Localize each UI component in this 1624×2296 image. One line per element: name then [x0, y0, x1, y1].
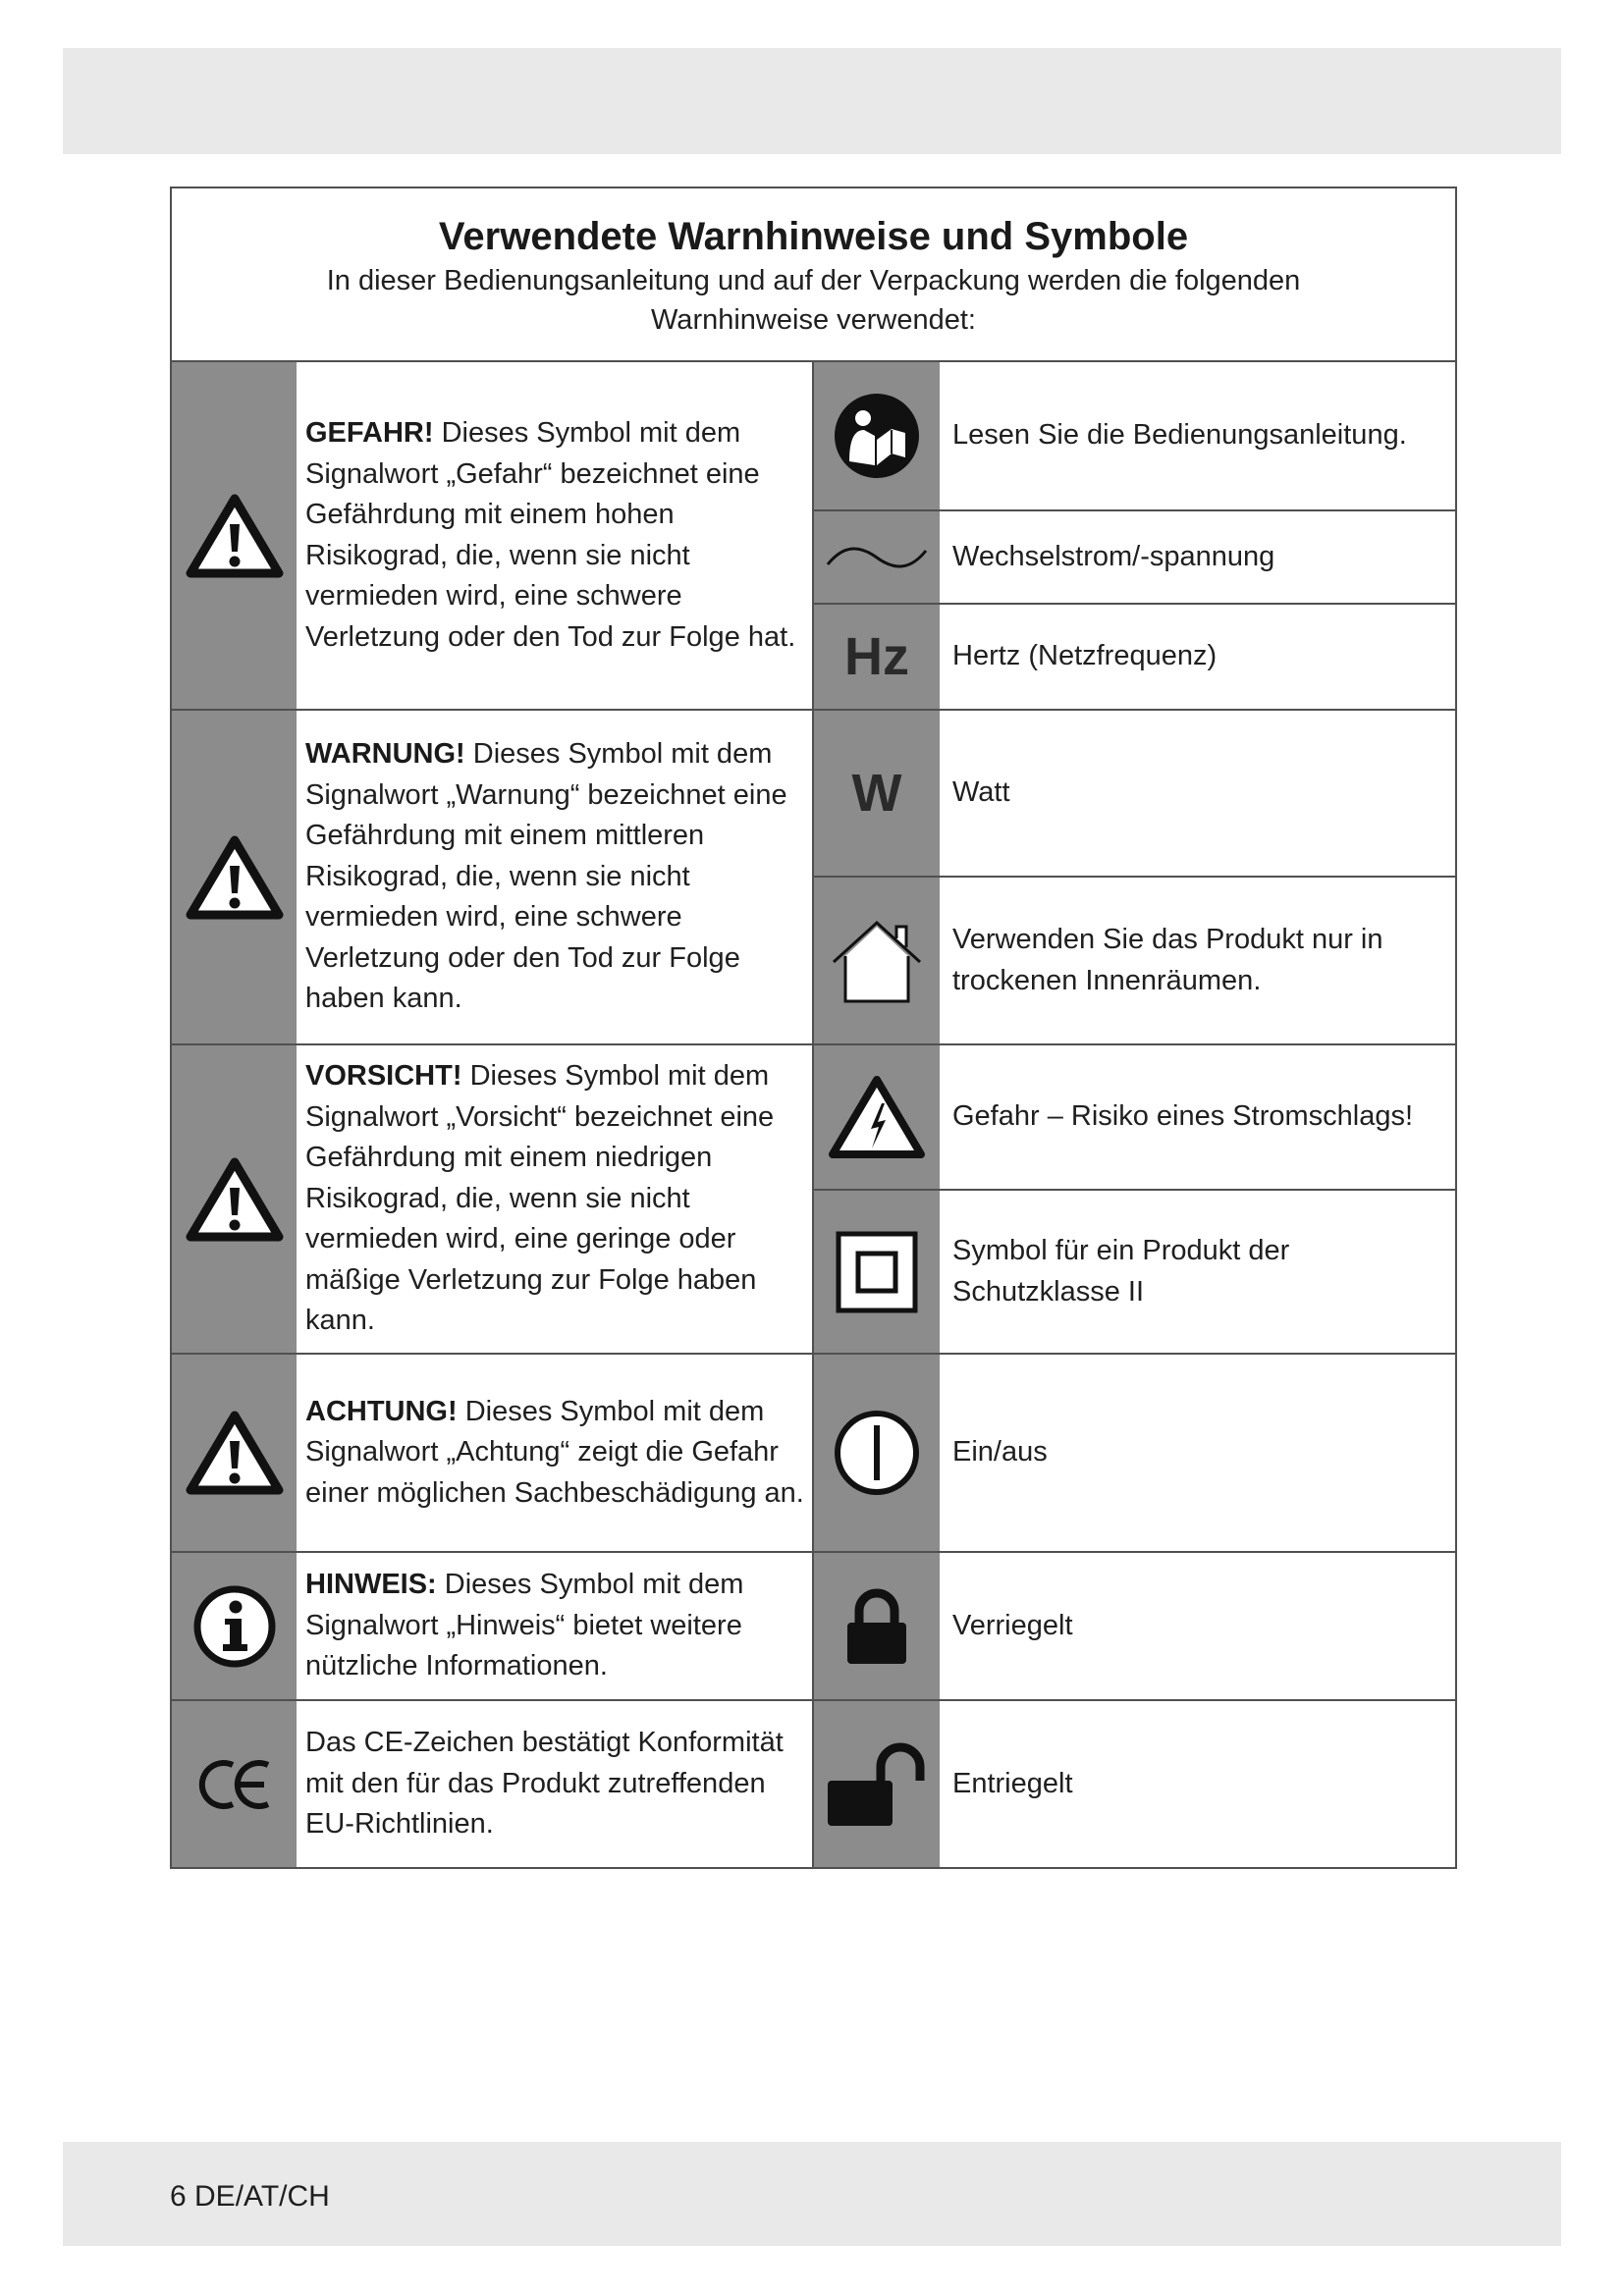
symbol-description-cell: [940, 362, 1455, 509]
symbol-description-cell: [940, 711, 1455, 876]
warning-triangle-icon: [186, 1410, 284, 1496]
warning-row-ce: [172, 1699, 812, 1867]
unlocked-padlock-icon: [824, 1741, 930, 1828]
symbols-column: [814, 362, 1455, 1867]
symbol-row: [814, 1189, 1455, 1353]
symbol-row: [814, 1043, 1455, 1189]
warning-row-attention: [172, 1353, 812, 1551]
symbol-row: [814, 1551, 1455, 1699]
symbol-description: Gefahr – Risiko eines Stromschlags!: [952, 1100, 1414, 1133]
warning-description: [305, 413, 806, 658]
warning-text: Dieses Symbol mit dem Signalwort „Achtung“ zeigt die Gefahr einer möglichen Sachbeschädigung an.: [305, 1395, 804, 1509]
warning-description: [305, 1056, 806, 1342]
symbol-description: Hertz (Netzfrequenz): [952, 640, 1218, 672]
warning-description-cell: [297, 711, 812, 1043]
ce-description: Das CE-Zeichen bestätigt Konformität mit den für das Produkt zutreffenden EU-Richtlinien.: [305, 1727, 784, 1841]
table-header: [172, 188, 1455, 362]
signal-word: GEFAHR!: [305, 417, 434, 449]
icon-cell: [172, 1045, 297, 1353]
icon-cell: [814, 1701, 940, 1867]
symbol-description-cell: [940, 605, 1455, 709]
top-band: [63, 48, 1561, 154]
warning-text: Dieses Symbol mit dem Signalwort „Vorsicht“ bezeichnet eine Gefährdung mit einem niedrigen Risikograd, die, wenn sie nicht vermieden wird, eine geringe oder mäßige Verletzung zur Folge haben kann.: [305, 1060, 775, 1337]
warning-row-warning: [172, 709, 812, 1043]
symbol-description: Verriegelt: [952, 1609, 1073, 1641]
signal-word: WARNUNG!: [305, 738, 465, 771]
symbol-description: Symbol für ein Produkt der Schutzklasse II: [952, 1235, 1290, 1308]
alternating-current-icon: [824, 543, 930, 572]
icon-cell: [814, 605, 940, 709]
warning-description-cell: [297, 1701, 812, 1867]
icon-cell: [172, 1355, 297, 1551]
symbol-description-cell: [940, 878, 1455, 1043]
protection-class-ii-icon: [835, 1230, 919, 1314]
symbol-description: Verwenden Sie das Produkt nur in trockenen Innenräumen.: [952, 924, 1383, 996]
icon-cell: [814, 1355, 940, 1551]
icon-cell: [172, 1701, 297, 1867]
warning-row-note: [172, 1551, 812, 1699]
page-number-label: 6 DE/AT/CH: [170, 2180, 330, 2213]
warning-triangle-icon: [186, 1156, 284, 1243]
watt-icon: W: [851, 764, 902, 823]
warning-description-cell: [297, 362, 812, 709]
signal-word: HINWEIS:: [305, 1569, 437, 1601]
warning-triangle-icon: [186, 493, 284, 579]
icon-cell: [814, 711, 940, 876]
locked-padlock-icon: [838, 1587, 916, 1666]
icon-cell: [814, 1045, 940, 1189]
symbol-description-cell: [940, 1045, 1455, 1189]
symbol-description-cell: [940, 1355, 1455, 1551]
table-subtitle: In dieser Bedienungsanleitung und auf der Verpackung werden die folgenden Warnhinweise verwendet:: [326, 265, 1301, 336]
signal-word: VORSICHT!: [305, 1060, 462, 1093]
symbol-description-cell: [940, 1701, 1455, 1867]
warning-row-danger: [172, 362, 812, 709]
warning-description: [305, 1392, 806, 1515]
symbol-description-cell: [940, 1191, 1455, 1353]
symbol-row: [814, 1699, 1455, 1867]
symbol-description: Watt: [952, 776, 1010, 809]
symbol-description: Entriegelt: [952, 1767, 1073, 1799]
signal-word: ACHTUNG!: [305, 1395, 458, 1427]
warning-triangle-icon: [186, 834, 284, 921]
info-icon: [192, 1584, 277, 1669]
symbol-row: [814, 362, 1455, 509]
warning-description-cell: [297, 1553, 812, 1699]
symbol-description: Lesen Sie die Bedienungsanleitung.: [952, 419, 1407, 452]
icon-cell: [814, 878, 940, 1043]
warning-row-caution: [172, 1043, 812, 1353]
icon-cell: [172, 1553, 297, 1699]
symbol-row: [814, 603, 1455, 709]
symbol-description-cell: [940, 511, 1455, 603]
icon-cell: [814, 362, 940, 509]
ce-mark-icon: [195, 1757, 274, 1812]
warning-description-cell: [297, 1045, 812, 1353]
power-on-off-icon: [834, 1410, 920, 1496]
warning-text: Dieses Symbol mit dem Signalwort „Hinweis“ bietet weitere nützliche Informationen.: [305, 1569, 744, 1682]
electric-shock-warning-icon: [827, 1074, 927, 1160]
symbol-row: [814, 709, 1455, 876]
table-body: [172, 362, 1455, 1867]
warning-description-cell: [297, 1355, 812, 1551]
read-manual-icon: [834, 393, 920, 479]
icon-cell: [814, 511, 940, 603]
indoor-use-house-icon: [830, 917, 924, 1005]
warnings-and-symbols-table: [170, 187, 1457, 1869]
symbol-row: [814, 1353, 1455, 1551]
table-title: Verwendete Warnhinweise und Symbole: [438, 215, 1189, 258]
warnings-column: [172, 362, 814, 1867]
icon-cell: [814, 1191, 940, 1353]
warning-text: Dieses Symbol mit dem Signalwort „Gefahr“ bezeichnet eine Gefährdung mit einem hohen Risikograd, die, wenn sie nicht vermieden wird, eine schwere Verletzung oder den Tod zur Folge hat.: [305, 417, 796, 653]
symbol-row: [814, 509, 1455, 603]
icon-cell: [172, 362, 297, 709]
warning-description: [305, 734, 806, 1020]
warning-description: [305, 1565, 806, 1687]
icon-cell: [172, 711, 297, 1043]
icon-cell: [814, 1553, 940, 1699]
symbol-description-cell: [940, 1553, 1455, 1699]
symbol-description: Wechselstrom/-spannung: [952, 540, 1275, 572]
hertz-icon: Hz: [844, 627, 909, 686]
warning-text: Dieses Symbol mit dem Signalwort „Warnung“ bezeichnet eine Gefährdung mit einem mittleren Risikograd, die, wenn sie nicht vermieden wird, eine schwere Verletzung oder den Tod zur Folge haben kann.: [305, 738, 787, 1015]
symbol-description: Ein/aus: [952, 1436, 1048, 1468]
symbol-row: [814, 876, 1455, 1043]
